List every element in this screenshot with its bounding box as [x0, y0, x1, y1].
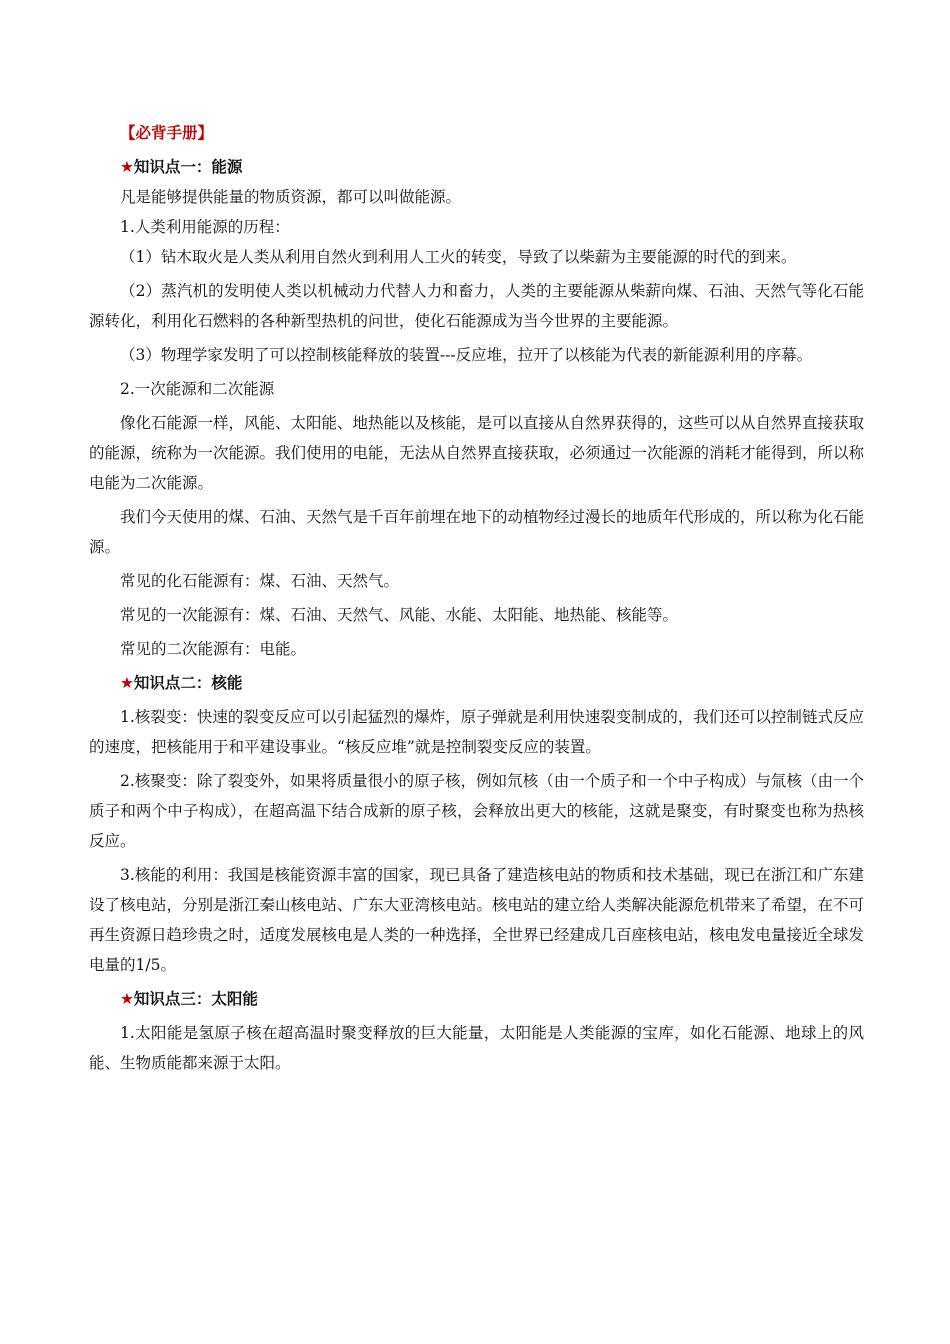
document-page: [89, 118, 864, 1078]
section-heading-text: 知识点二：核能: [133, 674, 243, 692]
section-heading-text: 知识点三：太阳能: [133, 990, 258, 1008]
paragraph: 2.一次能源和二次能源: [120, 380, 275, 398]
paragraph: （2）蒸汽机的发明使人类以机械动力代替人力和畜力，人类的主要能源从柴薪向煤、石油、天然气等化石能源转化，利用化石燃料的各种新型热机的问世，使化石能源成为当今世界的主要能源。: [89, 282, 864, 330]
paragraph: 像化石能源一样，风能、太阳能、地热能以及核能，是可以直接从自然界获得的，这些可以从自然界直接获取的能源，统称为一次能源。我们使用的电能，无法从自然界直接获取，必须通过一次能源的消耗才能得到，所以称电能为二次能源。: [89, 414, 865, 492]
star-icon: ★: [120, 990, 134, 1008]
section-heading-energy: [89, 152, 864, 182]
star-icon: ★: [120, 158, 134, 176]
paragraph: 我们今天使用的煤、石油、天然气是千百年前埋在地下的动植物经过漫长的地质年代形成的，所以称为化石能源。: [89, 508, 865, 556]
paragraph: 常见的一次能源有：煤、石油、天然气、风能、水能、太阳能、地热能、核能等。: [120, 606, 679, 624]
section-heading-nuclear: [89, 668, 864, 698]
section-heading-solar: [89, 984, 864, 1014]
paragraph: 1.核裂变：快速的裂变反应可以引起猛烈的爆炸，原子弹就是利用快速裂变制成的，我们还可以控制链式反应的速度，把核能用于和平建设事业。“核反应堆”就是控制裂变反应的装置。: [89, 708, 864, 756]
document-title: 【必背手册】: [120, 124, 214, 142]
paragraph: 2.核聚变：除了裂变外，如果将质量很小的原子核，例如氘核（由一个质子和一个中子构成）与氚核（由一个质子和两个中子构成），在超高温下结合成新的原子核，会释放出更大的核能，这就是聚变，有时聚变也称为热核反应。: [89, 772, 864, 850]
paragraph: （1）钻木取火是人类从利用自然火到利用人工火的转变，导致了以柴薪为主要能源的时代的到来。: [120, 248, 797, 266]
paragraph: 凡是能够提供能量的物质资源，都可以叫做能源。: [120, 188, 462, 206]
paragraph: 常见的二次能源有：电能。: [120, 640, 307, 658]
star-icon: ★: [120, 674, 134, 692]
paragraph: （3）物理学家发明了可以控制核能释放的装置---反应堆，拉开了以核能为代表的新能源利用的序幕。: [120, 346, 813, 364]
paragraph: 1.人类利用能源的历程：: [120, 218, 290, 236]
section-heading-text: 知识点一：能源: [133, 158, 243, 176]
paragraph: 3.核能的利用：我国是核能资源丰富的国家，现已具备了建造核电站的物质和技术基础，现已在浙江和广东建设了核电站，分别是浙江秦山核电站、广东大亚湾核电站。核电站的建立给人类解决能源危机带来了希望，在不可再生资源日趋珍贵之时，适度发展核电是人类的一种选择，全世界已经建成几百座核电站，核电发电量接近全球发电量的1/5。: [89, 866, 865, 974]
paragraph: 1.太阳能是氢原子核在超高温时聚变释放的巨大能量，太阳能是人类能源的宝库，如化石能源、地球上的风能、生物质能都来源于太阳。: [89, 1024, 864, 1072]
paragraph: 常见的化石能源有：煤、石油、天然气。: [120, 572, 400, 590]
